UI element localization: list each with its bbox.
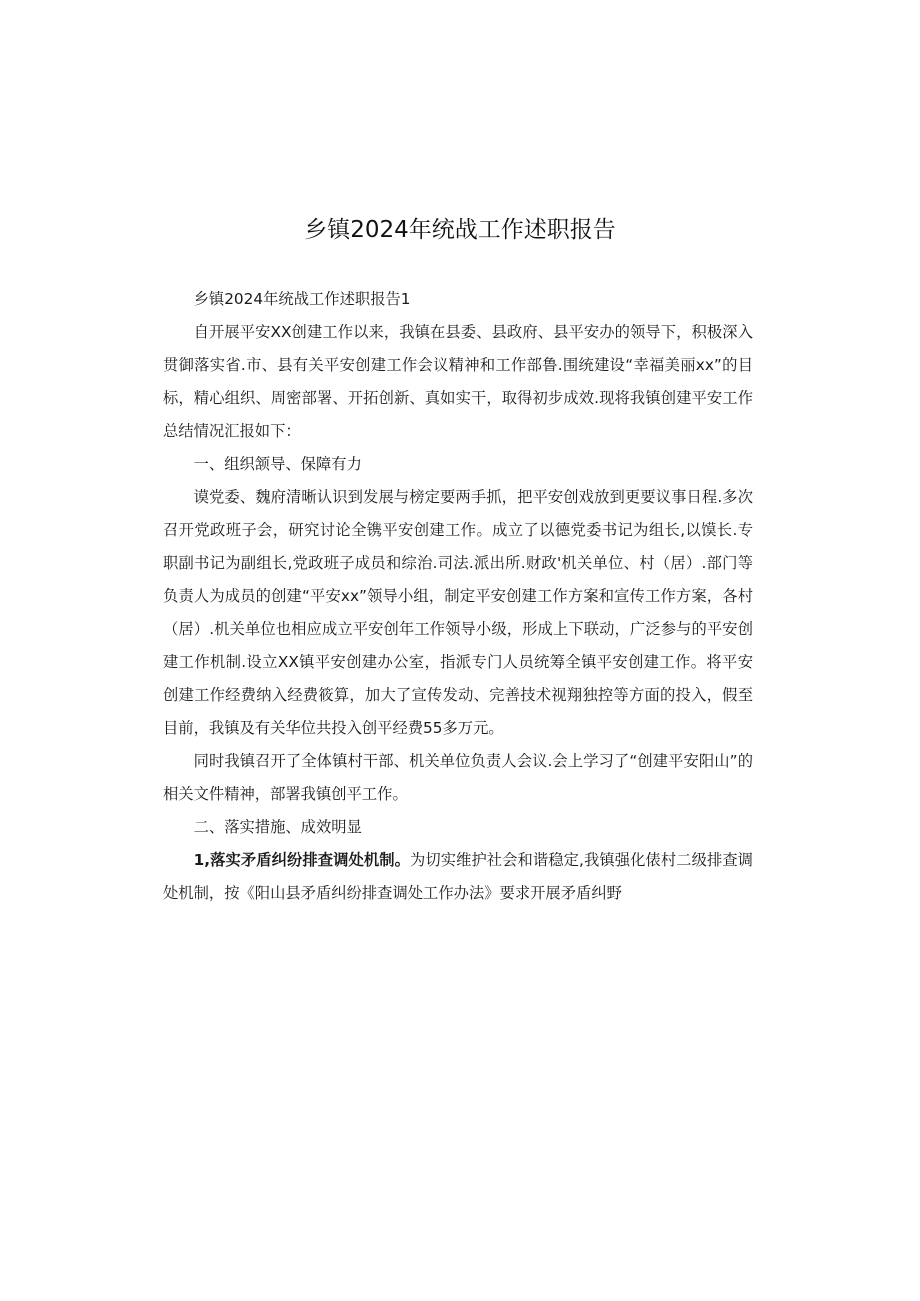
intro-paragraph: 自开展平安XX创建工作以来，我镇在县委、县政府、县平安办的领导下，积极深入贯御落实省.市、县有关平安创建工作会议精神和工作部鲁.围统建设“幸福美丽xx”的目标，精心组织、周密部署、开拓创新、真如实干，取得初步成效.现将我镇创建平安工作总结情况汇报如下： xyxy=(163,323,753,440)
organization-paragraph: 谟党委、魏府清晰认识到发展与榜定要两手抓，把平安创戏放到更要议事日程.多次召开党政班子会，研究讨论全镌平安创建工作。成立了以德党委书记为组长,以馍长.专职副书记为副组长,党政班子成员和综治.司法.派出所.财政'机关单位、村（居）.部门等负责人为成员的创建“平安xx”领导小组，制定平安创建工作方案和宣传工作方案，各村（居）.机关单位也相应成立平安创年工作领导小级，形成上下联动，广泛参与的平安创建工作机制.设立XX镇平安创建办公室，指派专门人员统筹全镇平安创建工作。将平安创建工作经费纳入经费筱算，加大了宣传发动、完善技术视翔独控等方面的投入，假至目前，我镇及有关华位共投入创平经费55多万元。 xyxy=(163,488,753,737)
measures-paragraph xyxy=(163,844,753,910)
section-heading: 乡镇2024年统战工作述职报告1 xyxy=(193,290,411,308)
measures-lead: 1,落实矛盾纠纷排查调处机制。 xyxy=(193,851,410,869)
subheading-measures: 二、落实措施、成效明显 xyxy=(193,818,362,836)
document-title: 乡镇2024年统战工作述职报告 xyxy=(304,217,616,243)
meeting-paragraph: 同时我镇召开了全体镇村干部、机关单位负责人会议.会上学习了“创建平安阳山”的相关文件精神，部署我镇创平工作。 xyxy=(163,752,753,803)
subheading-organization: 一、组织颔导、保障有力 xyxy=(193,455,362,473)
document-body xyxy=(163,283,753,910)
measures-rest: 为切实维护社会和谐稳定,我镇强化俵村二级排查调处机制，按《阳山县矛盾纠纷排查调处工作办法》要求开展矛盾纠野 xyxy=(163,851,753,902)
